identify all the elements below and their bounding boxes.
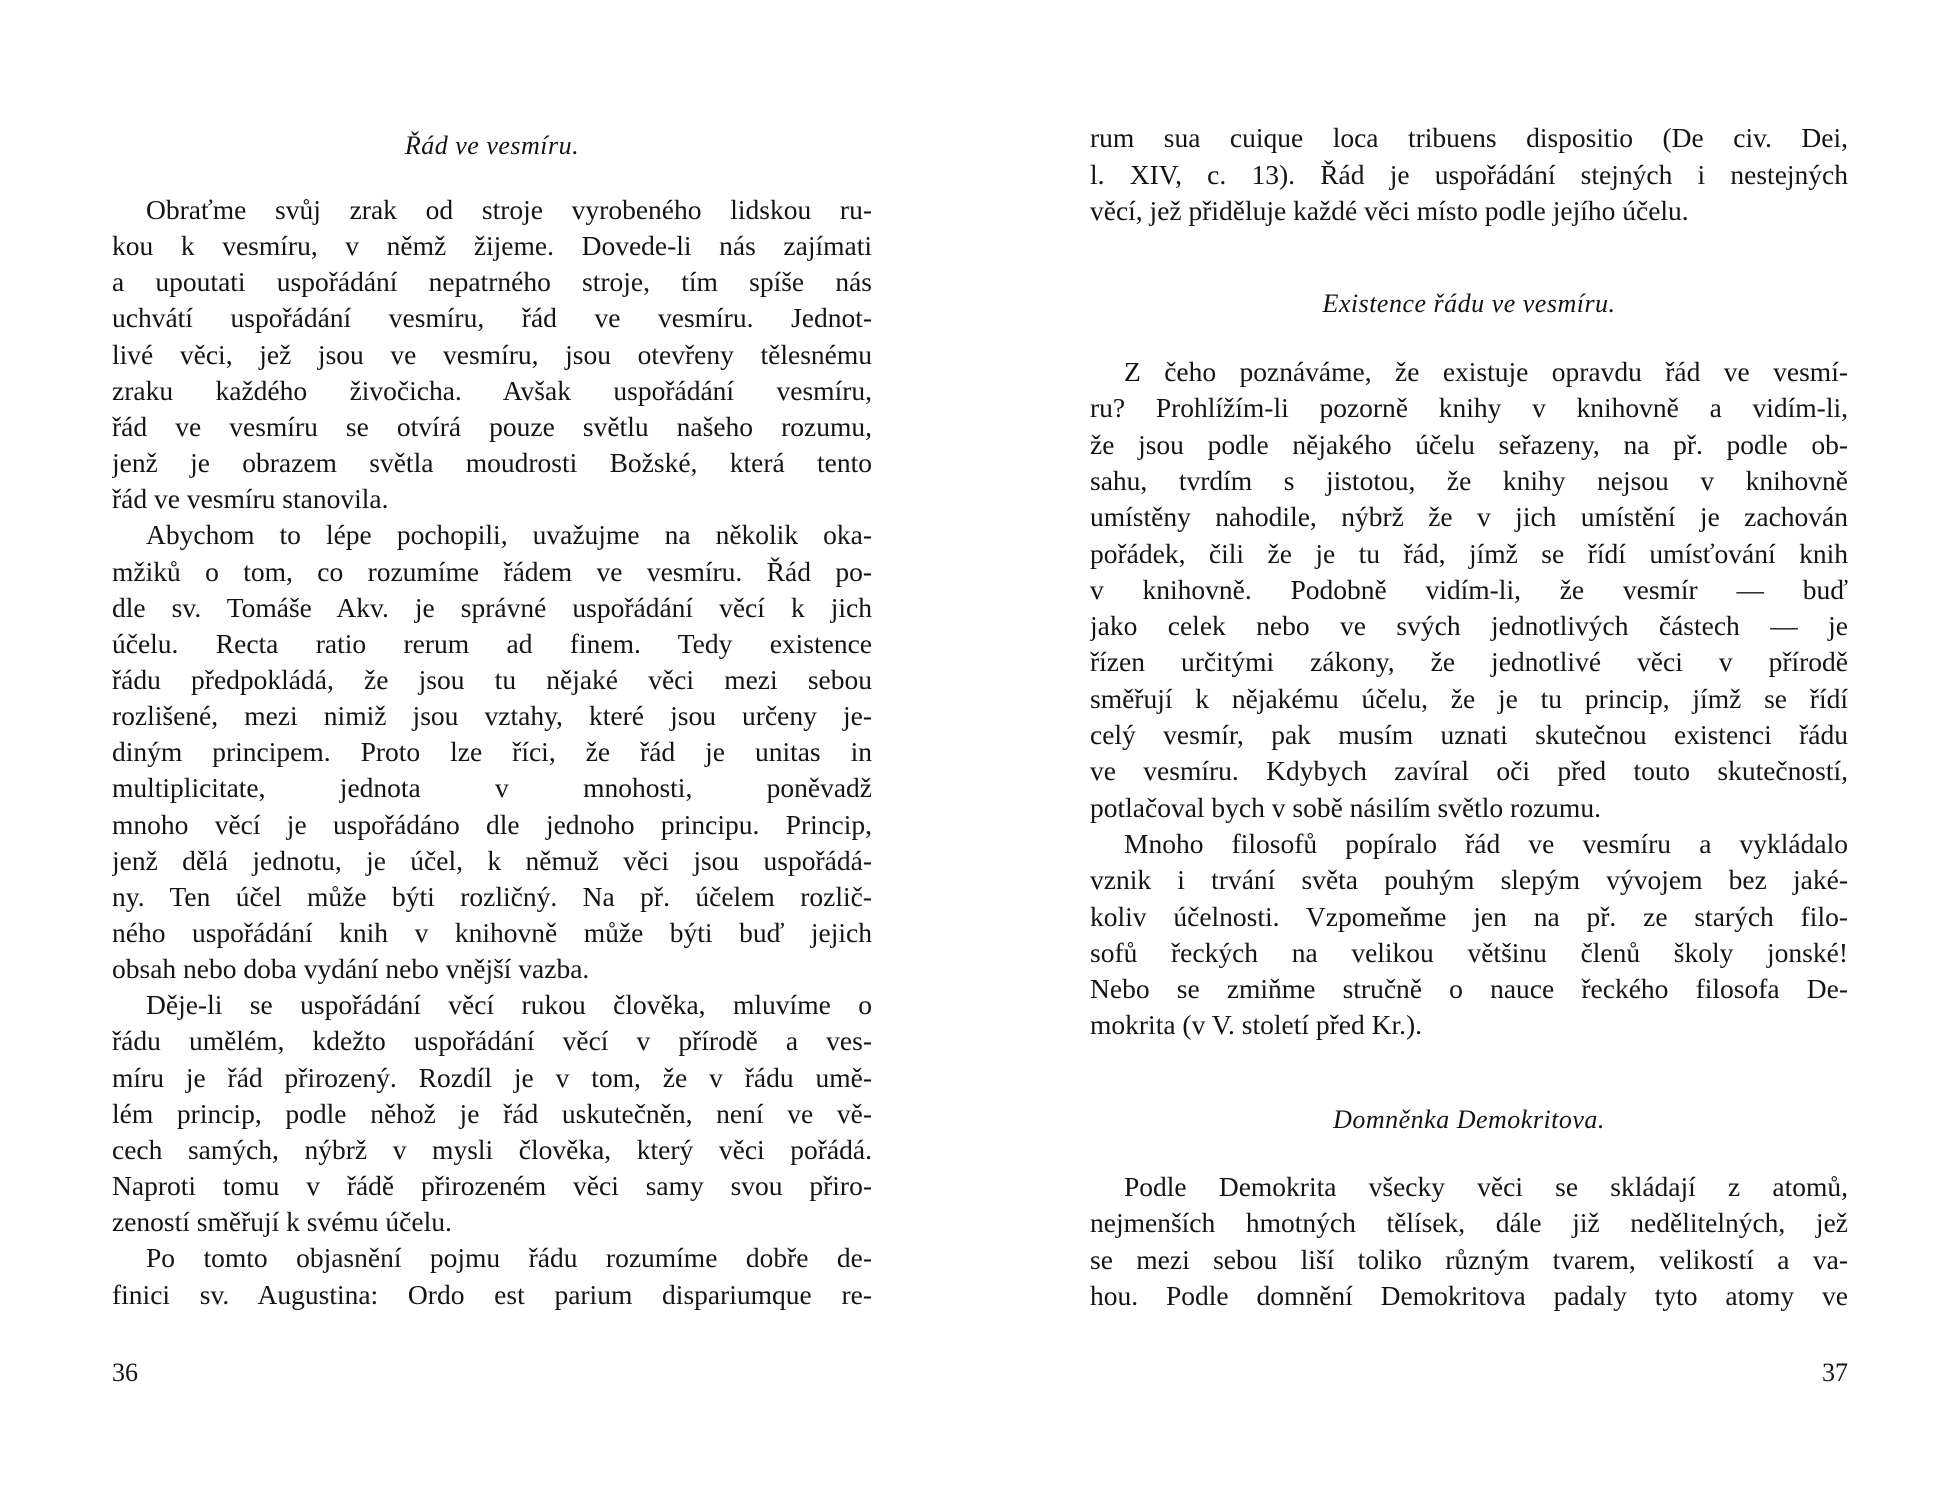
text-line: zeností směřují k svému účelu.	[112, 1206, 452, 1238]
text-line: potlačoval bych v sobě násilím světlo rozumu.	[1090, 791, 1601, 823]
text-line: nejmenších hmotných tělísek, dále již nedělitelných, jež	[1090, 1207, 1848, 1239]
text-line: řádu předpokládá, že jsou tu nějaké věci mezi sebou	[112, 663, 872, 695]
text-line: Nebo se zmiňme stručně o nauce řeckého filosofa De-	[1090, 973, 1848, 1005]
text-line: uchvátí uspořádání vesmíru, řád ve vesmíru. Jednot-	[112, 302, 872, 334]
text-line: jako celek nebo ve svých jednotlivých částech — je	[1090, 610, 1848, 642]
text-line: ného uspořádání knih v knihovně může býti buď jejich	[112, 917, 872, 948]
text-line: Naproti tomu v řádě přirozeném věci samy svou přiro-	[112, 1170, 872, 1202]
text-line: v knihovně. Podobně vidím-li, že vesmír — buď	[1090, 573, 1848, 605]
text-line: pořádek, čili že je tu řád, jímž se řídí umísťování knih	[1090, 537, 1848, 569]
section-heading: Domněnka Demokritova.	[1333, 1105, 1605, 1134]
text-line: hou. Podle domnění Demokritova padaly tyto atomy ve	[1090, 1279, 1848, 1311]
right-page	[1090, 0, 1848, 1500]
text-line: diným principem. Proto lze říci, že řád je unitas in	[112, 736, 872, 768]
text-line: míru je řád přirozený. Rozdíl je v tom, že v řádu umě-	[112, 1061, 872, 1093]
text-line: finici sv. Augustina: Ordo est parium dispariumque re-	[112, 1278, 872, 1310]
text-line: Podle Demokrita všecky věci se skládají z atomů,	[1124, 1171, 1848, 1202]
text-line: Obraťme svůj zrak od stroje vyrobeného lidskou ru-	[146, 194, 872, 225]
page-number: 36	[112, 1358, 138, 1387]
text-line: vznik i trvání světa pouhým slepým vývojem bez jaké-	[1090, 864, 1848, 896]
text-line: řízen určitými zákony, že jednotlivé věci v přírodě	[1090, 646, 1848, 678]
text-line: že jsou podle nějakého účelu seřazeny, na př. podle ob-	[1090, 428, 1848, 460]
text-line: mokrita (v V. století před Kr.).	[1090, 1009, 1423, 1041]
text-line: účelu. Recta ratio rerum ad finem. Tedy existence	[112, 627, 872, 659]
text-line: jenž je obrazem světla moudrosti Božské, která tento	[112, 447, 872, 479]
text-line: kou k vesmíru, v němž žijeme. Dovede-li nás zajímati	[112, 230, 872, 262]
text-line: ny. Ten účel může býti rozličný. Na př. účelem rozlič-	[112, 880, 872, 912]
text-line: věcí, jež přiděluje každé věci místo podle jejího účelu.	[1090, 195, 1689, 226]
text-line: celý vesmír, pak musím uznati skutečnou existenci řádu	[1090, 719, 1848, 750]
text-line: rum sua cuique loca tribuens dispositio (De civ. Dei,	[1090, 122, 1848, 153]
text-line: dle sv. Tomáše Akv. je správné uspořádání věcí k jich	[112, 591, 872, 623]
text-line: řád ve vesmíru se otvírá pouze světlu našeho rozumu,	[112, 410, 872, 442]
text-line: zraku každého živočicha. Avšak uspořádání vesmíru,	[112, 374, 872, 406]
text-line: a upoutati uspořádání nepatrného stroje, tím spíše nás	[112, 266, 872, 298]
text-line: řád ve vesmíru stanovila.	[112, 483, 389, 515]
section-heading: Řád ve vesmíru.	[404, 131, 580, 160]
text-line: Z čeho poznáváme, že existuje opravdu řád ve vesmí-	[1124, 356, 1848, 387]
text-line: směřují k nějakému účelu, že je tu princip, jímž se řídí	[1090, 682, 1848, 714]
text-line: cech samých, nýbrž v mysli člověka, který věci pořádá.	[112, 1133, 872, 1165]
text-line: lém princip, podle něhož je řád uskutečněn, není ve vě-	[112, 1097, 872, 1129]
section-heading: Existence řádu ve vesmíru.	[1322, 289, 1616, 318]
text-line: jenž dělá jednotu, je účel, k němuž věci jsou uspořádá-	[112, 844, 872, 876]
text-line: mnoho věcí je uspořádáno dle jednoho principu. Princip,	[112, 808, 872, 840]
text-line: Po tomto objasnění pojmu řádu rozumíme dobře de-	[146, 1242, 872, 1274]
text-line: ru? Prohlížím-li pozorně knihy v knihovně a vidím-li,	[1090, 392, 1848, 424]
page-number: 37	[1822, 1358, 1848, 1387]
text-line: sahu, tvrdím s jistotou, že knihy nejsou v knihovně	[1090, 464, 1848, 496]
text-line: sofů řeckých na velikou většinu členů školy jonské!	[1090, 936, 1848, 968]
text-line: l. XIV, c. 13). Řád je uspořádání stejných i nestejných	[1090, 158, 1848, 190]
text-line: multiplicitate, jednota v mnohosti, poněvadž	[112, 772, 872, 804]
text-line: obsah nebo doba vydání nebo vnější vazba.	[112, 953, 590, 985]
text-line: rozlišené, mezi nimiž jsou vztahy, které jsou určeny je-	[112, 700, 872, 732]
text-line: Abychom to lépe pochopili, uvažujme na několik oka-	[146, 519, 872, 551]
text-line: Děje-li se uspořádání věcí rukou člověka, mluvíme o	[146, 989, 872, 1021]
text-line: livé věci, jež jsou ve vesmíru, jsou otevřeny tělesnému	[112, 338, 872, 370]
text-line: se mezi sebou liší toliko různým tvarem, velikostí a va-	[1090, 1243, 1848, 1275]
text-line: řádu umělém, kdežto uspořádání věcí v přírodě a ves-	[112, 1025, 872, 1057]
text-line: umístěny nahodile, nýbrž že v jich umístění je zachován	[1090, 501, 1848, 533]
text-line: Mnoho filosofů popíralo řád ve vesmíru a vykládalo	[1124, 827, 1848, 859]
text-line: ve vesmíru. Kdybych zavíral oči před touto skutečností,	[1090, 755, 1848, 787]
text-line: mžiků o tom, co rozumíme řádem ve vesmíru. Řád po-	[112, 555, 872, 587]
left-page	[112, 0, 872, 1500]
text-line: koliv účelnosti. Vzpomeňme jen na př. ze starých filo-	[1090, 900, 1848, 932]
